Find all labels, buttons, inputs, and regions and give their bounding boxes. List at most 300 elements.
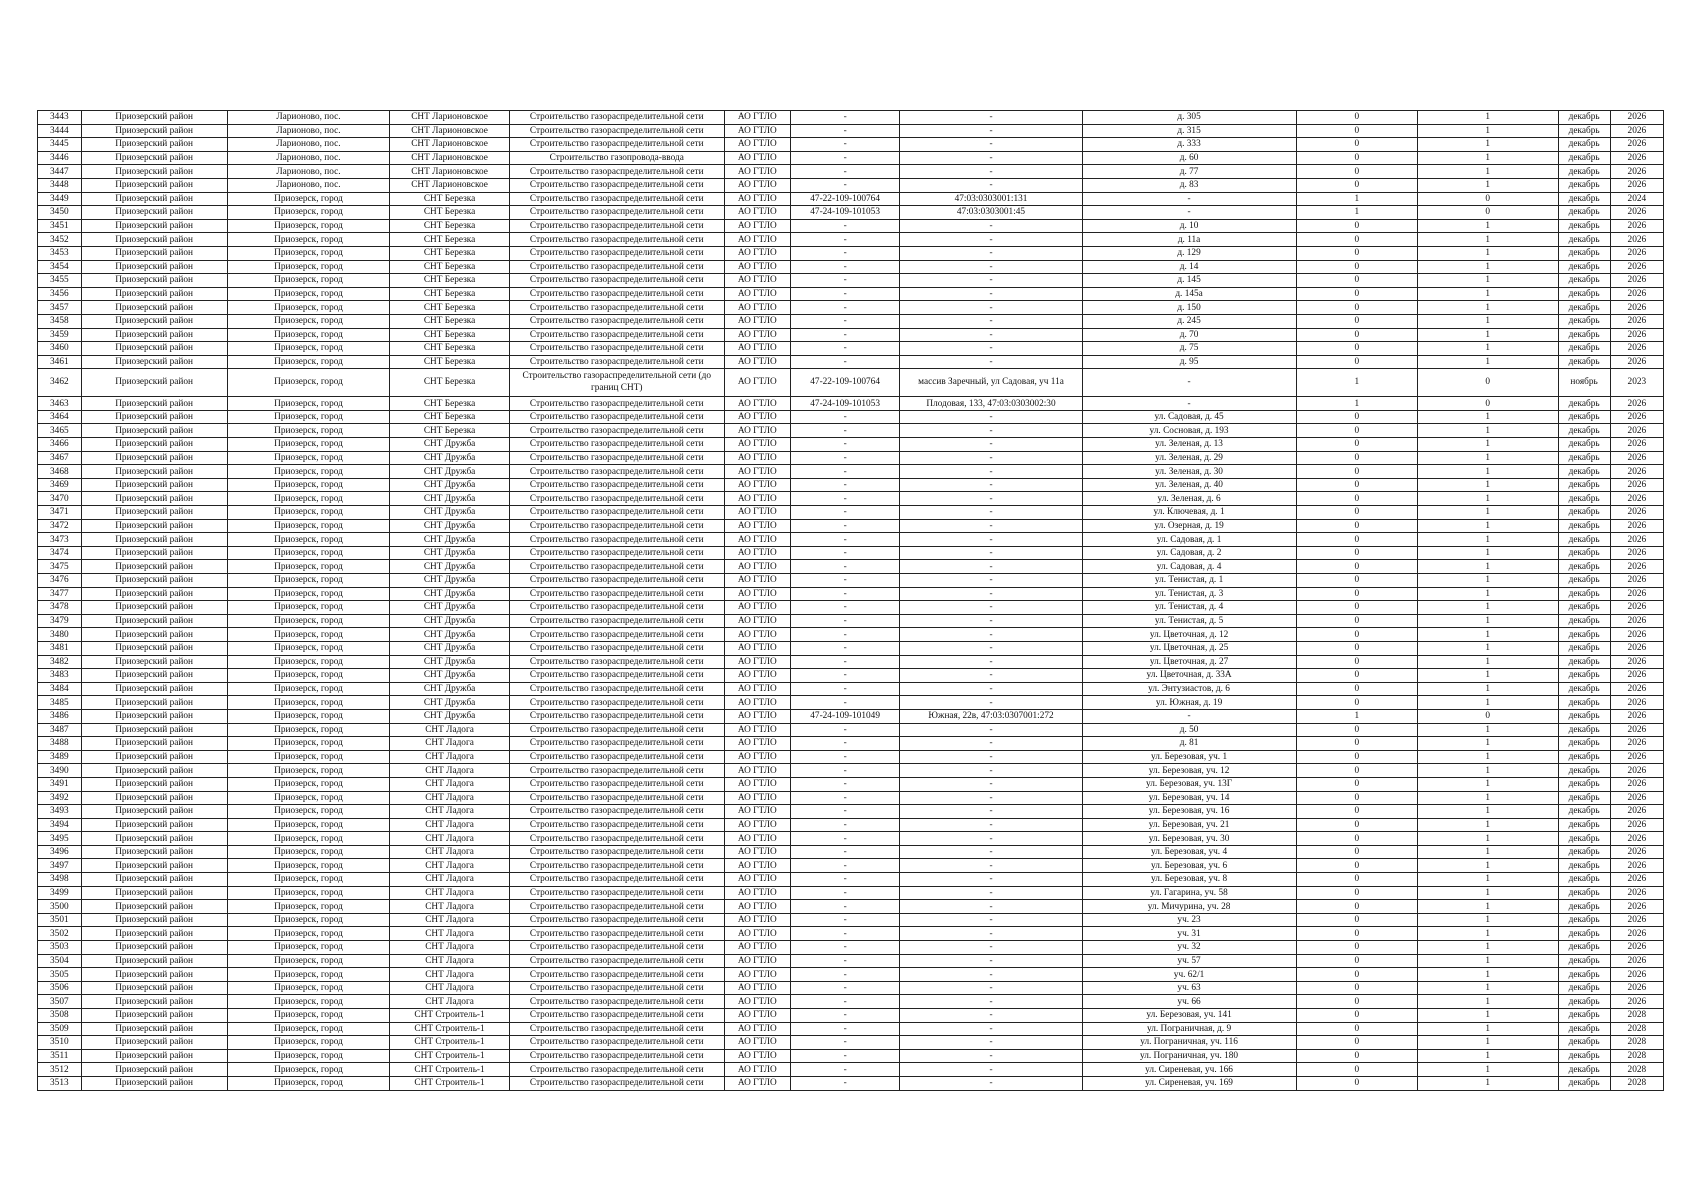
- count-a-cell: 0: [1296, 424, 1417, 438]
- address-cell: ул. Березовая, уч. 16: [1082, 805, 1296, 819]
- month-cell: декабрь: [1558, 1009, 1610, 1023]
- year-cell: 2026: [1610, 206, 1663, 220]
- locality-cell: Приозерск, город: [227, 709, 390, 723]
- address-cell: ул. Цветочная, д. 27: [1082, 655, 1296, 669]
- district-cell: Приозерский район: [81, 723, 227, 737]
- work-type-cell: Строительство газораспределительной сети: [509, 233, 724, 247]
- locality-cell: Приозерск, город: [227, 451, 390, 465]
- snt-cell: СНТ Дружба: [390, 628, 509, 642]
- count-b-cell: 1: [1417, 260, 1558, 274]
- district-cell: Приозерский район: [81, 968, 227, 982]
- snt-cell: СНТ Ларионовское: [390, 178, 509, 192]
- year-cell: 2026: [1610, 355, 1663, 369]
- organization-cell: АО ГТЛО: [724, 941, 790, 955]
- work-type-cell: Строительство газораспределительной сети: [509, 478, 724, 492]
- row-number: 3469: [38, 478, 82, 492]
- district-cell: Приозерский район: [81, 832, 227, 846]
- work-type-cell: Строительство газораспределительной сети: [509, 301, 724, 315]
- table-row: [38, 1076, 1664, 1090]
- cadastral-cell: -: [900, 233, 1082, 247]
- address-cell: ул. Гагарина, уч. 58: [1082, 886, 1296, 900]
- snt-cell: СНТ Дружба: [390, 669, 509, 683]
- address-cell: д. 75: [1082, 342, 1296, 356]
- cadastral-cell: -: [900, 682, 1082, 696]
- count-b-cell: 1: [1417, 328, 1558, 342]
- snt-cell: СНТ Ладога: [390, 791, 509, 805]
- district-cell: Приозерский район: [81, 355, 227, 369]
- count-b-cell: 1: [1417, 465, 1558, 479]
- district-cell: Приозерский район: [81, 1022, 227, 1036]
- cadastral-cell: Южная, 22в, 47:03:0307001:272: [900, 709, 1082, 723]
- year-cell: 2026: [1610, 968, 1663, 982]
- count-a-cell: 0: [1296, 1009, 1417, 1023]
- count-a-cell: 1: [1296, 397, 1417, 411]
- count-b-cell: 1: [1417, 641, 1558, 655]
- cadastral-cell: -: [900, 859, 1082, 873]
- locality-cell: Приозерск, город: [227, 791, 390, 805]
- district-cell: Приозерский район: [81, 913, 227, 927]
- address-cell: ул. Березовая, уч. 13Г: [1082, 777, 1296, 791]
- organization-cell: АО ГТЛО: [724, 438, 790, 452]
- count-b-cell: 1: [1417, 178, 1558, 192]
- address-cell: ул. Березовая, уч. 12: [1082, 764, 1296, 778]
- locality-cell: Ларионово, пос.: [227, 111, 390, 125]
- table-row: [38, 709, 1664, 723]
- count-a-cell: 0: [1296, 723, 1417, 737]
- count-b-cell: 1: [1417, 1063, 1558, 1077]
- snt-cell: СНТ Дружба: [390, 560, 509, 574]
- work-type-cell: Строительство газораспределительной сети (до границ СНТ): [509, 369, 724, 397]
- table-row: [38, 397, 1664, 411]
- month-cell: декабрь: [1558, 832, 1610, 846]
- snt-cell: СНТ Ларионовское: [390, 165, 509, 179]
- work-type-cell: Строительство газораспределительной сети: [509, 397, 724, 411]
- year-cell: 2026: [1610, 560, 1663, 574]
- address-cell: ул. Зеленая, д. 13: [1082, 438, 1296, 452]
- row-number: 3507: [38, 995, 82, 1009]
- address-cell: ул. Пограничная, уч. 180: [1082, 1049, 1296, 1063]
- work-type-cell: Строительство газораспределительной сети: [509, 465, 724, 479]
- address-cell: ул. Озерная, д. 19: [1082, 519, 1296, 533]
- table-row: [38, 124, 1664, 138]
- count-b-cell: 1: [1417, 927, 1558, 941]
- cadastral-cell: -: [900, 465, 1082, 479]
- permit-number-cell: -: [790, 246, 900, 260]
- count-a-cell: 0: [1296, 818, 1417, 832]
- district-cell: Приозерский район: [81, 927, 227, 941]
- snt-cell: СНТ Березка: [390, 314, 509, 328]
- year-cell: 2026: [1610, 287, 1663, 301]
- permit-number-cell: -: [790, 750, 900, 764]
- district-cell: Приозерский район: [81, 246, 227, 260]
- organization-cell: АО ГТЛО: [724, 628, 790, 642]
- month-cell: декабрь: [1558, 628, 1610, 642]
- count-a-cell: 0: [1296, 764, 1417, 778]
- table-row: [38, 981, 1664, 995]
- address-cell: ул. Садовая, д. 1: [1082, 533, 1296, 547]
- snt-cell: СНТ Березка: [390, 328, 509, 342]
- organization-cell: АО ГТЛО: [724, 587, 790, 601]
- count-a-cell: 0: [1296, 805, 1417, 819]
- count-a-cell: 0: [1296, 233, 1417, 247]
- snt-cell: СНТ Ладога: [390, 913, 509, 927]
- organization-cell: АО ГТЛО: [724, 519, 790, 533]
- table-row: [38, 574, 1664, 588]
- cadastral-cell: -: [900, 533, 1082, 547]
- snt-cell: СНТ Дружба: [390, 709, 509, 723]
- table-row: [38, 696, 1664, 710]
- cadastral-cell: -: [900, 601, 1082, 615]
- organization-cell: АО ГТЛО: [724, 791, 790, 805]
- year-cell: 2026: [1610, 246, 1663, 260]
- permit-number-cell: -: [790, 124, 900, 138]
- address-cell: ул. Березовая, уч. 141: [1082, 1009, 1296, 1023]
- year-cell: 2026: [1610, 274, 1663, 288]
- work-type-cell: Строительство газораспределительной сети: [509, 954, 724, 968]
- count-a-cell: 1: [1296, 369, 1417, 397]
- year-cell: 2026: [1610, 492, 1663, 506]
- address-cell: ул. Цветочная, д. 33А: [1082, 669, 1296, 683]
- organization-cell: АО ГТЛО: [724, 260, 790, 274]
- cadastral-cell: -: [900, 519, 1082, 533]
- permit-number-cell: -: [790, 1036, 900, 1050]
- year-cell: 2026: [1610, 519, 1663, 533]
- cadastral-cell: -: [900, 138, 1082, 152]
- table-row: [38, 233, 1664, 247]
- count-a-cell: 0: [1296, 246, 1417, 260]
- table-row: [38, 355, 1664, 369]
- locality-cell: Ларионово, пос.: [227, 165, 390, 179]
- cadastral-cell: -: [900, 1036, 1082, 1050]
- row-number: 3501: [38, 913, 82, 927]
- count-b-cell: 0: [1417, 397, 1558, 411]
- cadastral-cell: -: [900, 696, 1082, 710]
- organization-cell: АО ГТЛО: [724, 1049, 790, 1063]
- locality-cell: Приозерск, город: [227, 1009, 390, 1023]
- permit-number-cell: -: [790, 506, 900, 520]
- work-type-cell: Строительство газораспределительной сети: [509, 737, 724, 751]
- year-cell: 2026: [1610, 219, 1663, 233]
- row-number: 3491: [38, 777, 82, 791]
- permit-number-cell: -: [790, 314, 900, 328]
- snt-cell: СНТ Березка: [390, 219, 509, 233]
- row-number: 3451: [38, 219, 82, 233]
- row-number: 3444: [38, 124, 82, 138]
- count-a-cell: 0: [1296, 124, 1417, 138]
- locality-cell: Приозерск, город: [227, 859, 390, 873]
- count-a-cell: 0: [1296, 178, 1417, 192]
- district-cell: Приозерский район: [81, 628, 227, 642]
- cadastral-cell: -: [900, 655, 1082, 669]
- address-cell: ул. Цветочная, д. 12: [1082, 628, 1296, 642]
- work-type-cell: Строительство газопровода-ввода: [509, 151, 724, 165]
- locality-cell: Приозерск, город: [227, 968, 390, 982]
- year-cell: 2026: [1610, 165, 1663, 179]
- table-row: [38, 587, 1664, 601]
- address-cell: д. 315: [1082, 124, 1296, 138]
- work-type-cell: Строительство газораспределительной сети: [509, 873, 724, 887]
- month-cell: декабрь: [1558, 737, 1610, 751]
- row-number: 3468: [38, 465, 82, 479]
- organization-cell: АО ГТЛО: [724, 219, 790, 233]
- table-row: [38, 682, 1664, 696]
- snt-cell: СНТ Дружба: [390, 492, 509, 506]
- count-b-cell: 1: [1417, 451, 1558, 465]
- month-cell: декабрь: [1558, 995, 1610, 1009]
- permit-number-cell: -: [790, 533, 900, 547]
- month-cell: декабрь: [1558, 397, 1610, 411]
- work-type-cell: Строительство газораспределительной сети: [509, 546, 724, 560]
- district-cell: Приозерский район: [81, 533, 227, 547]
- cadastral-cell: массив Заречный, ул Садовая, уч 11а: [900, 369, 1082, 397]
- organization-cell: АО ГТЛО: [724, 832, 790, 846]
- count-a-cell: 0: [1296, 342, 1417, 356]
- table-row: [38, 246, 1664, 260]
- year-cell: 2026: [1610, 424, 1663, 438]
- month-cell: декабрь: [1558, 601, 1610, 615]
- address-cell: уч. 57: [1082, 954, 1296, 968]
- snt-cell: СНТ Дружба: [390, 465, 509, 479]
- work-type-cell: Строительство газораспределительной сети: [509, 669, 724, 683]
- year-cell: 2028: [1610, 1009, 1663, 1023]
- snt-cell: СНТ Березка: [390, 287, 509, 301]
- permit-number-cell: -: [790, 451, 900, 465]
- work-type-cell: Строительство газораспределительной сети: [509, 1049, 724, 1063]
- table-row: [38, 369, 1664, 397]
- count-a-cell: 0: [1296, 492, 1417, 506]
- row-number: 3470: [38, 492, 82, 506]
- table-row: [38, 791, 1664, 805]
- count-a-cell: 0: [1296, 410, 1417, 424]
- row-number: 3472: [38, 519, 82, 533]
- table-row: [38, 968, 1664, 982]
- permit-number-cell: -: [790, 492, 900, 506]
- table-row: [38, 913, 1664, 927]
- cadastral-cell: -: [900, 641, 1082, 655]
- work-type-cell: Строительство газораспределительной сети: [509, 506, 724, 520]
- work-type-cell: Строительство газораспределительной сети: [509, 178, 724, 192]
- address-cell: ул. Тенистая, д. 1: [1082, 574, 1296, 588]
- count-a-cell: 0: [1296, 941, 1417, 955]
- cadastral-cell: -: [900, 614, 1082, 628]
- month-cell: декабрь: [1558, 900, 1610, 914]
- work-type-cell: Строительство газораспределительной сети: [509, 328, 724, 342]
- address-cell: ул. Садовая, д. 45: [1082, 410, 1296, 424]
- row-number: 3479: [38, 614, 82, 628]
- locality-cell: Приозерск, город: [227, 574, 390, 588]
- work-type-cell: Строительство газораспределительной сети: [509, 832, 724, 846]
- work-type-cell: Строительство газораспределительной сети: [509, 845, 724, 859]
- address-cell: д. 305: [1082, 111, 1296, 125]
- work-type-cell: Строительство газораспределительной сети: [509, 777, 724, 791]
- permit-number-cell: -: [790, 764, 900, 778]
- locality-cell: Приозерск, город: [227, 655, 390, 669]
- row-number: 3466: [38, 438, 82, 452]
- cadastral-cell: -: [900, 900, 1082, 914]
- table-row: [38, 546, 1664, 560]
- count-a-cell: 1: [1296, 709, 1417, 723]
- address-cell: ул. Тенистая, д. 5: [1082, 614, 1296, 628]
- cadastral-cell: -: [900, 791, 1082, 805]
- count-a-cell: 0: [1296, 873, 1417, 887]
- permit-number-cell: -: [790, 845, 900, 859]
- cadastral-cell: -: [900, 124, 1082, 138]
- table-row: [38, 301, 1664, 315]
- row-number: 3478: [38, 601, 82, 615]
- cadastral-cell: -: [900, 424, 1082, 438]
- district-cell: Приозерский район: [81, 314, 227, 328]
- row-number: 3503: [38, 941, 82, 955]
- count-b-cell: 1: [1417, 478, 1558, 492]
- row-number: 3462: [38, 369, 82, 397]
- count-a-cell: 0: [1296, 301, 1417, 315]
- locality-cell: Приозерск, город: [227, 314, 390, 328]
- count-a-cell: 0: [1296, 669, 1417, 683]
- district-cell: Приозерский район: [81, 424, 227, 438]
- work-type-cell: Строительство газораспределительной сети: [509, 192, 724, 206]
- organization-cell: АО ГТЛО: [724, 111, 790, 125]
- table-row: [38, 519, 1664, 533]
- snt-cell: СНТ Ладога: [390, 859, 509, 873]
- work-type-cell: Строительство газораспределительной сети: [509, 696, 724, 710]
- year-cell: 2026: [1610, 682, 1663, 696]
- work-type-cell: Строительство газораспределительной сети: [509, 111, 724, 125]
- work-type-cell: Строительство газораспределительной сети: [509, 451, 724, 465]
- work-type-cell: Строительство газораспределительной сети: [509, 492, 724, 506]
- table-row: [38, 628, 1664, 642]
- work-type-cell: Строительство газораспределительной сети: [509, 424, 724, 438]
- count-a-cell: 0: [1296, 859, 1417, 873]
- table-row: [38, 492, 1664, 506]
- row-number: 3459: [38, 328, 82, 342]
- district-cell: Приозерский район: [81, 818, 227, 832]
- organization-cell: АО ГТЛО: [724, 178, 790, 192]
- permit-number-cell: -: [790, 737, 900, 751]
- address-cell: уч. 31: [1082, 927, 1296, 941]
- organization-cell: АО ГТЛО: [724, 682, 790, 696]
- count-a-cell: 0: [1296, 900, 1417, 914]
- count-a-cell: 0: [1296, 151, 1417, 165]
- row-number: 3458: [38, 314, 82, 328]
- count-a-cell: 0: [1296, 791, 1417, 805]
- row-number: 3450: [38, 206, 82, 220]
- work-type-cell: Строительство газораспределительной сети: [509, 138, 724, 152]
- count-a-cell: 0: [1296, 451, 1417, 465]
- snt-cell: СНТ Строитель-1: [390, 1036, 509, 1050]
- snt-cell: СНТ Дружба: [390, 682, 509, 696]
- cadastral-cell: -: [900, 669, 1082, 683]
- permit-number-cell: -: [790, 587, 900, 601]
- organization-cell: АО ГТЛО: [724, 859, 790, 873]
- organization-cell: АО ГТЛО: [724, 737, 790, 751]
- table-row: [38, 465, 1664, 479]
- district-cell: Приозерский район: [81, 1076, 227, 1090]
- count-b-cell: 1: [1417, 274, 1558, 288]
- permit-number-cell: -: [790, 1022, 900, 1036]
- locality-cell: Приозерск, город: [227, 601, 390, 615]
- row-number: 3471: [38, 506, 82, 520]
- count-b-cell: 1: [1417, 1009, 1558, 1023]
- address-cell: д. 50: [1082, 723, 1296, 737]
- locality-cell: Приозерск, город: [227, 805, 390, 819]
- locality-cell: Приозерск, город: [227, 696, 390, 710]
- count-b-cell: 1: [1417, 151, 1558, 165]
- locality-cell: Приозерск, город: [227, 328, 390, 342]
- count-a-cell: 0: [1296, 478, 1417, 492]
- table-row: [38, 995, 1664, 1009]
- district-cell: Приозерский район: [81, 709, 227, 723]
- work-type-cell: Строительство газораспределительной сети: [509, 1063, 724, 1077]
- row-number: 3492: [38, 791, 82, 805]
- cadastral-cell: -: [900, 737, 1082, 751]
- organization-cell: АО ГТЛО: [724, 355, 790, 369]
- organization-cell: АО ГТЛО: [724, 818, 790, 832]
- month-cell: декабрь: [1558, 1049, 1610, 1063]
- row-number: 3446: [38, 151, 82, 165]
- count-b-cell: 0: [1417, 192, 1558, 206]
- work-type-cell: Строительство газораспределительной сети: [509, 682, 724, 696]
- row-number: 3443: [38, 111, 82, 125]
- work-type-cell: Строительство газораспределительной сети: [509, 723, 724, 737]
- permit-number-cell: -: [790, 233, 900, 247]
- cadastral-cell: -: [900, 968, 1082, 982]
- snt-cell: СНТ Дружба: [390, 438, 509, 452]
- year-cell: 2026: [1610, 845, 1663, 859]
- organization-cell: АО ГТЛО: [724, 206, 790, 220]
- locality-cell: Приозерск, город: [227, 560, 390, 574]
- locality-cell: Приозерск, город: [227, 233, 390, 247]
- year-cell: 2023: [1610, 369, 1663, 397]
- year-cell: 2026: [1610, 777, 1663, 791]
- locality-cell: Приозерск, город: [227, 1022, 390, 1036]
- organization-cell: АО ГТЛО: [724, 124, 790, 138]
- snt-cell: СНТ Ладога: [390, 777, 509, 791]
- snt-cell: СНТ Ладога: [390, 764, 509, 778]
- row-number: 3461: [38, 355, 82, 369]
- count-a-cell: 0: [1296, 274, 1417, 288]
- month-cell: декабрь: [1558, 287, 1610, 301]
- month-cell: декабрь: [1558, 941, 1610, 955]
- year-cell: 2026: [1610, 913, 1663, 927]
- row-number: 3455: [38, 274, 82, 288]
- cadastral-cell: -: [900, 723, 1082, 737]
- year-cell: 2026: [1610, 669, 1663, 683]
- permit-number-cell: -: [790, 1063, 900, 1077]
- permit-number-cell: -: [790, 260, 900, 274]
- month-cell: декабрь: [1558, 818, 1610, 832]
- month-cell: декабрь: [1558, 451, 1610, 465]
- year-cell: 2026: [1610, 451, 1663, 465]
- district-cell: Приозерский район: [81, 886, 227, 900]
- organization-cell: АО ГТЛО: [724, 574, 790, 588]
- cadastral-cell: -: [900, 151, 1082, 165]
- district-cell: Приозерский район: [81, 873, 227, 887]
- table-row: [38, 328, 1664, 342]
- row-number: 3448: [38, 178, 82, 192]
- snt-cell: СНТ Ладога: [390, 723, 509, 737]
- cadastral-cell: -: [900, 274, 1082, 288]
- year-cell: 2026: [1610, 750, 1663, 764]
- permit-number-cell: 47-24-109-101053: [790, 206, 900, 220]
- locality-cell: Приозерск, город: [227, 369, 390, 397]
- count-a-cell: 0: [1296, 832, 1417, 846]
- address-cell: ул. Сиреневая, уч. 166: [1082, 1063, 1296, 1077]
- organization-cell: АО ГТЛО: [724, 560, 790, 574]
- organization-cell: АО ГТЛО: [724, 478, 790, 492]
- locality-cell: Ларионово, пос.: [227, 138, 390, 152]
- district-cell: Приозерский район: [81, 587, 227, 601]
- count-a-cell: 0: [1296, 628, 1417, 642]
